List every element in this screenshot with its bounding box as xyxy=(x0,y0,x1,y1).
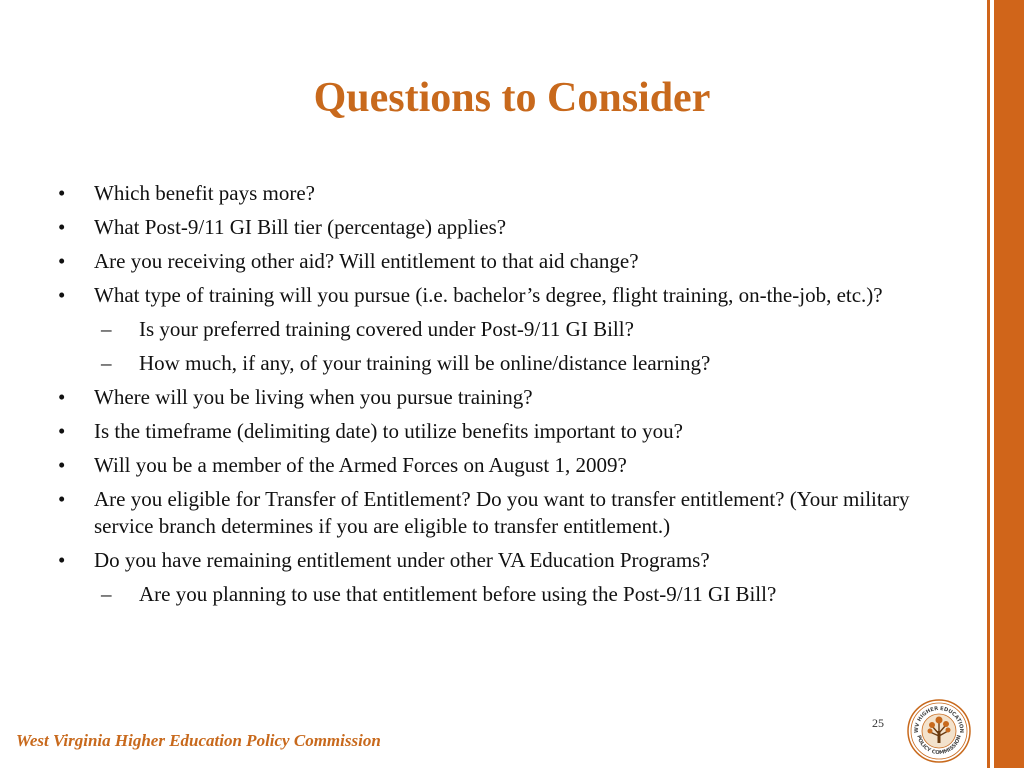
bullet-text: Are you eligible for Transfer of Entitlement? Do you want to transfer entitlement? (Your military service branch determines if you are eligible to transfer entitlement.) xyxy=(94,487,910,538)
bullet-item xyxy=(56,248,971,275)
bullet-icon: • xyxy=(58,548,66,572)
bullet-item xyxy=(56,214,971,241)
bullet-list xyxy=(56,180,971,615)
bullet-text: Will you be a member of the Armed Forces on August 1, 2009? xyxy=(94,453,627,477)
bullet-text: Which benefit pays more? xyxy=(94,181,315,205)
bullet-text: Is your preferred training covered under Post-9/11 GI Bill? xyxy=(139,317,634,341)
dash-icon: – xyxy=(101,582,112,606)
sub-bullet-item xyxy=(56,316,971,343)
bullet-icon: • xyxy=(58,487,66,511)
seal-text-bottom: POLICY COMMISSION xyxy=(915,734,963,757)
footer-organization: West Virginia Higher Education Policy Commission xyxy=(16,731,381,750)
bullet-text: How much, if any, of your training will be online/distance learning? xyxy=(139,351,711,375)
slide-title: Questions to Consider xyxy=(313,75,711,121)
dash-icon: – xyxy=(101,351,112,375)
bullet-text: What Post-9/11 GI Bill tier (percentage) applies? xyxy=(94,215,507,239)
dash-icon: – xyxy=(101,317,112,341)
bullet-item xyxy=(56,452,971,479)
bullet-text: What type of training will you pursue (i.e. bachelor’s degree, flight training, on-the-job, etc.)? xyxy=(94,283,883,307)
bullet-item xyxy=(56,384,971,411)
bullet-text: Is the timeframe (delimiting date) to utilize benefits important to you? xyxy=(94,419,683,443)
bullet-icon: • xyxy=(58,453,66,477)
sub-bullet-item xyxy=(56,350,971,377)
seal-icon xyxy=(906,698,972,764)
bullet-icon: • xyxy=(58,385,66,409)
bullet-icon: • xyxy=(58,249,66,273)
bullet-text: Do you have remaining entitlement under other VA Education Programs? xyxy=(94,548,710,572)
bullet-text: Where will you be living when you pursue training? xyxy=(94,385,533,409)
bullet-item xyxy=(56,282,971,309)
bullet-icon: • xyxy=(58,283,66,307)
bullet-item xyxy=(56,486,971,540)
bullet-item xyxy=(56,547,971,574)
bullet-item xyxy=(56,180,971,207)
sub-bullet-item xyxy=(56,581,971,608)
bullet-text: Are you planning to use that entitlement before using the Post-9/11 GI Bill? xyxy=(139,582,777,606)
bullet-icon: • xyxy=(58,215,66,239)
page-number: 25 xyxy=(872,716,884,730)
bullet-item xyxy=(56,418,971,445)
seal-text-top: WV HIGHER EDUCATION xyxy=(913,705,965,734)
bullet-icon: • xyxy=(58,419,66,443)
bullet-icon: • xyxy=(58,181,66,205)
bullet-text: Are you receiving other aid? Will entitlement to that aid change? xyxy=(94,249,639,273)
